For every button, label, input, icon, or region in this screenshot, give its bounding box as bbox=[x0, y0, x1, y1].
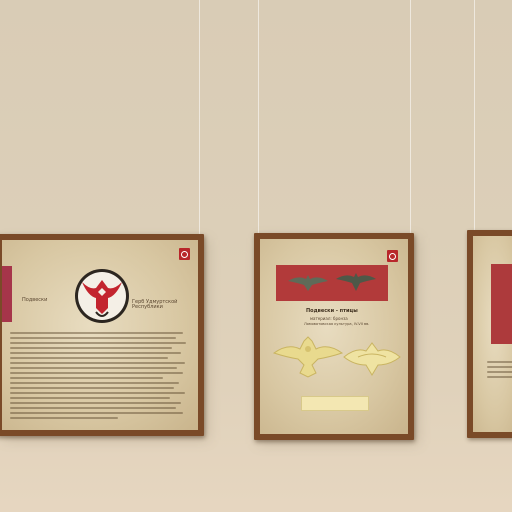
udmurt-emblem-icon bbox=[74, 268, 130, 324]
hanging-wire bbox=[258, 0, 259, 236]
right-mat bbox=[473, 236, 512, 432]
bronze-bird-icon bbox=[286, 273, 330, 293]
item-label-plate bbox=[301, 396, 369, 411]
emblem-caption: Герб Удмуртской Республики bbox=[132, 299, 178, 310]
gold-bird-pendant-icon bbox=[342, 339, 402, 379]
left-corner-badge bbox=[179, 248, 190, 260]
center-heading: Подвески - птицы bbox=[306, 308, 358, 314]
hanging-wire bbox=[410, 0, 411, 236]
right-red-banner bbox=[491, 264, 512, 344]
center-subheading: материал: бронза bbox=[310, 316, 348, 321]
center-mat bbox=[260, 239, 408, 434]
right-frame bbox=[467, 230, 512, 438]
right-body-text bbox=[487, 361, 512, 381]
bronze-bird-icon bbox=[334, 271, 378, 293]
center-frame bbox=[254, 233, 414, 440]
bronze-birds-banner bbox=[276, 265, 388, 301]
hanging-wire bbox=[474, 0, 475, 232]
left-mat bbox=[2, 240, 198, 430]
left-red-banner bbox=[2, 266, 12, 322]
gold-bird-pendant-icon bbox=[272, 335, 344, 379]
left-body-text bbox=[10, 332, 190, 422]
left-title: Подвески bbox=[22, 297, 48, 303]
left-frame bbox=[0, 234, 204, 436]
center-corner-badge bbox=[387, 250, 398, 262]
center-date-line: Ломоватовская культура, IV-VII вв. bbox=[304, 322, 370, 326]
hanging-wire bbox=[199, 0, 200, 238]
